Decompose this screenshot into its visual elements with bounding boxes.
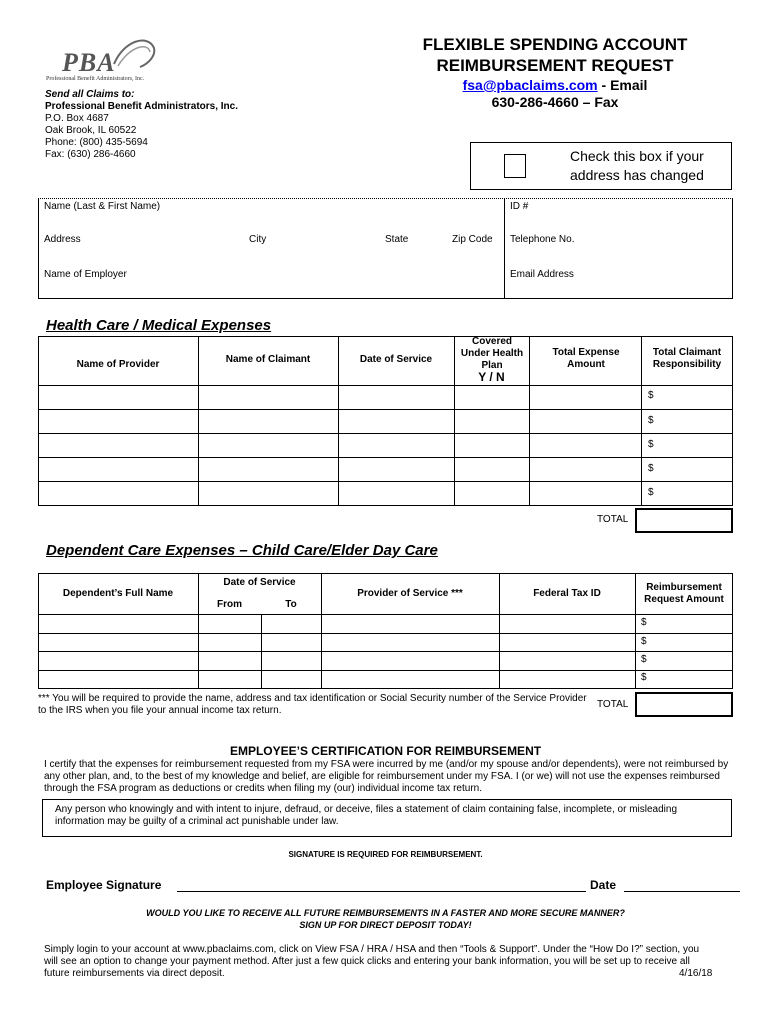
health-total-field[interactable] [635,508,733,533]
fax-contact: 630-286-4660 – Fax [491,94,619,110]
dependent-row-2-dollar: $ [641,636,647,647]
certification-title: EMPLOYEE’S CERTIFICATION FOR REIMBURSEMENT [229,744,542,758]
dependent-row-1-dollar: $ [641,617,647,628]
telephone-label: Telephone No. [510,234,575,245]
form-title-line2: REIMBURSEMENT REQUEST [436,56,674,75]
col-name-of-provider: Name of Provider [76,359,160,370]
col-provider-of-service: Provider of Service *** [357,588,463,599]
date-label: Date [590,878,617,892]
address-change-label-1: Check this box if your [570,148,704,164]
col-total-expense: Total Expense Amount [552,347,620,370]
city-label: City [249,234,267,245]
id-field[interactable] [507,213,729,229]
state-label: State [385,234,409,245]
employee-signature-label: Employee Signature [46,878,162,892]
address-label: Address [44,234,81,245]
employer-label: Name of Employer [44,269,127,280]
logo-subtext: Professional Benefit Administrators, Inc. [46,76,145,82]
dependent-row-3-dollar: $ [641,654,647,665]
fraud-warning-text: Any person who knowingly and with intent to injure, defraud, or deceive, files a statement of claim containing false, incomplete, or misleading information may be guilty of a criminal act punishable under law. [55,804,678,827]
health-total-label: TOTAL [597,514,629,525]
direct-deposit-promo-2: SIGN UP FOR DIRECT DEPOSIT TODAY! [299,920,472,930]
name-label: Name (Last & First Name) [44,201,161,212]
instructions-line-1: Simply login to your account at www.pbaclaims.com, click on View FSA / HRA / HSA and then “Tools & Support”. Under the “How Do I?” section, you [44,944,700,955]
health-row-4-dollar: $ [648,463,654,474]
dependent-total-label: TOTAL [597,699,629,710]
col-name-of-claimant: Name of Claimant [225,354,311,365]
email-contact [380,77,730,93]
col-date-of-service: Date of Service [359,354,433,365]
signature-line[interactable] [177,891,586,892]
email-link[interactable]: fsa@pbaclaims.com [462,77,598,93]
certification-text: I certify that the expenses for reimbursement requested from my FSA were incurred by me (and/or my spouse and/or dependents), were not reimbursed by any other plan, and, to the best of my knowledge and belief, are eligible for reimbursement under my FSA. I (or we) will not use the expenses reimbursed through the FSA program as deductions or credits when filing my (our) individual income tax return. [44,759,729,794]
company-name: Professional Benefit Administrators, Inc. [45,101,239,112]
form-title-line1: FLEXIBLE SPENDING ACCOUNT [422,35,688,54]
email-address-label: Email Address [510,269,574,280]
address-change-checkbox[interactable] [504,154,526,178]
email-suffix: - Email [597,77,648,93]
health-row-3-dollar: $ [648,439,654,450]
telephone-field[interactable] [507,247,729,263]
email-address-field[interactable] [507,281,729,297]
po-box: P.O. Box 4687 [45,113,109,124]
dependent-total-field[interactable] [635,692,733,717]
instructions-line-3: future reimbursements via direct deposit. [44,968,225,979]
col-reimbursement-amount: Reimbursement Request Amount [644,582,724,605]
col-federal-tax-id: Federal Tax ID [533,588,601,599]
col-dep-from: From [217,599,242,610]
form-version-date: 4/16/18 [679,968,713,979]
date-line[interactable] [624,891,740,892]
col-yes-no: Y / N [478,370,505,384]
col-dep-to: To [285,599,297,610]
fax-number: Fax: (630) 286-4660 [45,149,136,160]
employer-field[interactable] [40,281,500,297]
name-field[interactable] [40,213,500,229]
health-row-5-dollar: $ [648,487,654,498]
col-dep-date-of-service: Date of Service [223,577,296,588]
signature-required-note: SIGNATURE IS REQUIRED FOR REIMBURSEMENT. [288,850,483,859]
city-state-zip: Oak Brook, IL 60522 [45,125,137,136]
instructions-line-2: will see an option to change your payment method. After just a few quick clicks and entering your bank information, you will be set up to receive all [44,956,690,967]
col-dependent-name: Dependent’s Full Name [62,588,174,599]
dependent-row-4-dollar: $ [641,672,647,683]
logo-text: PBA [62,48,116,77]
phone-number: Phone: (800) 435-5694 [45,137,148,148]
health-care-title: Health Care / Medical Expenses [46,317,272,334]
pba-logo [44,34,174,84]
health-row-1-dollar: $ [648,390,654,401]
col-covered-health-plan: Covered Under Health Plan [460,336,524,371]
send-claims-label: Send all Claims to: [45,89,135,100]
direct-deposit-promo-1: WOULD YOU LIKE TO RECEIVE ALL FUTURE REIMBURSEMENTS IN A FASTER AND MORE SECURE MANNER? [146,908,625,918]
zip-label: Zip Code [452,234,493,245]
health-row-2-dollar: $ [648,415,654,426]
col-total-claimant-responsibility: Total Claimant Responsibility [652,347,722,370]
service-provider-note: *** You will be required to provide the name, address and tax identification or Social Security number of the Service Provider to the IRS when you file your annual income tax return. [38,693,587,716]
address-field[interactable] [40,247,500,263]
address-change-label-2: address has changed [570,167,704,183]
dependent-care-title: Dependent Care Expenses – Child Care/Elder Day Care [46,542,438,559]
id-label: ID # [510,201,529,212]
